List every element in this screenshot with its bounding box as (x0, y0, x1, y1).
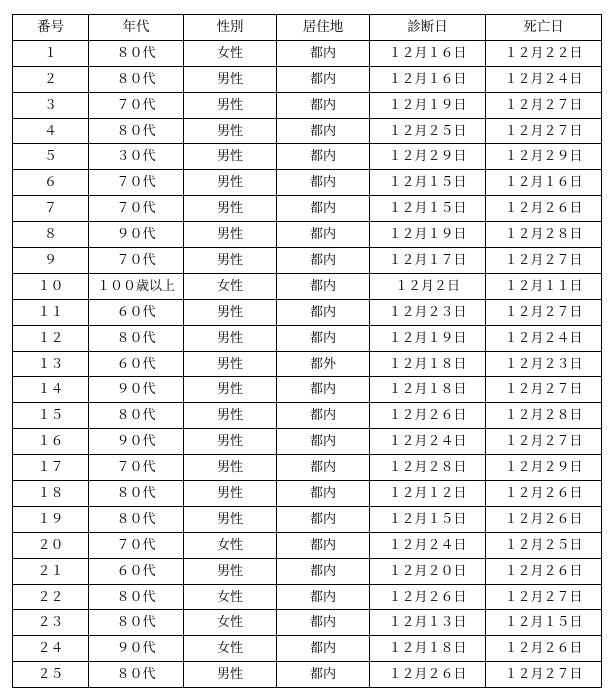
cell-age-group: ６０代 (89, 558, 184, 584)
table-row (13, 506, 602, 532)
cell-death-date: １２月２７日 (486, 118, 602, 144)
cell-residence: 都内 (277, 325, 370, 351)
cell-age-group: ９０代 (89, 429, 184, 455)
cell-sex: 男性 (184, 506, 277, 532)
cell-death-date: １２月２７日 (486, 92, 602, 118)
cell-age-group: ７０代 (89, 92, 184, 118)
cell-sex: 男性 (184, 377, 277, 403)
cell-death-date: １２月１５日 (486, 610, 602, 636)
cell-sex: 男性 (184, 325, 277, 351)
header-residence: 居住地 (277, 15, 370, 41)
cell-death-date: １２月２６日 (486, 558, 602, 584)
table-row (13, 40, 602, 66)
cell-age-group: ８０代 (89, 118, 184, 144)
cell-residence: 都内 (277, 40, 370, 66)
cell-diagnosis-date: １２月１２日 (370, 481, 486, 507)
cell-diagnosis-date: １２月２５日 (370, 118, 486, 144)
cell-death-date: １２月２７日 (486, 662, 602, 688)
cell-sex: 女性 (184, 584, 277, 610)
cell-diagnosis-date: １２月２８日 (370, 455, 486, 481)
cell-sex: 男性 (184, 429, 277, 455)
cell-diagnosis-date: １２月１８日 (370, 351, 486, 377)
table-row (13, 222, 602, 248)
cell-residence: 都内 (277, 299, 370, 325)
cell-age-group: ３０代 (89, 144, 184, 170)
table-row (13, 325, 602, 351)
cell-death-date: １２月２７日 (486, 584, 602, 610)
cell-age-group: ８０代 (89, 610, 184, 636)
cell-residence: 都内 (277, 377, 370, 403)
header-row (13, 15, 602, 41)
cell-number: ２４ (13, 636, 89, 662)
cell-diagnosis-date: １２月２０日 (370, 558, 486, 584)
table-row (13, 636, 602, 662)
cell-diagnosis-date: １２月１６日 (370, 66, 486, 92)
cell-diagnosis-date: １２月１９日 (370, 92, 486, 118)
cell-age-group: ７０代 (89, 455, 184, 481)
cell-sex: 女性 (184, 636, 277, 662)
cell-residence: 都内 (277, 144, 370, 170)
cell-death-date: １２月１６日 (486, 170, 602, 196)
cell-age-group: ９０代 (89, 377, 184, 403)
cell-number: ２５ (13, 662, 89, 688)
cell-death-date: １２月２５日 (486, 532, 602, 558)
table-row (13, 532, 602, 558)
table-row (13, 196, 602, 222)
table-row (13, 377, 602, 403)
cell-sex: 男性 (184, 66, 277, 92)
cell-residence: 都内 (277, 532, 370, 558)
table-row (13, 273, 602, 299)
cell-age-group: ７０代 (89, 248, 184, 274)
cell-residence: 都内 (277, 506, 370, 532)
cell-diagnosis-date: １２月２日 (370, 273, 486, 299)
cell-sex: 女性 (184, 610, 277, 636)
cell-residence: 都内 (277, 403, 370, 429)
cell-number: ８ (13, 222, 89, 248)
cell-number: ２１ (13, 558, 89, 584)
cell-number: １３ (13, 351, 89, 377)
cell-diagnosis-date: １２月１９日 (370, 325, 486, 351)
cell-number: １ (13, 40, 89, 66)
table-row (13, 481, 602, 507)
cell-death-date: １２月２９日 (486, 455, 602, 481)
cell-age-group: １００歳以上 (89, 273, 184, 299)
cell-sex: 男性 (184, 455, 277, 481)
cell-residence: 都内 (277, 273, 370, 299)
cell-diagnosis-date: １２月２６日 (370, 403, 486, 429)
cell-sex: 男性 (184, 299, 277, 325)
cell-diagnosis-date: １２月２４日 (370, 429, 486, 455)
cell-sex: 男性 (184, 403, 277, 429)
cell-age-group: ６０代 (89, 299, 184, 325)
cell-number: １７ (13, 455, 89, 481)
cell-diagnosis-date: １２月１５日 (370, 170, 486, 196)
cell-number: ２２ (13, 584, 89, 610)
header-number: 番号 (13, 15, 89, 41)
cell-sex: 男性 (184, 196, 277, 222)
cell-residence: 都内 (277, 196, 370, 222)
cell-sex: 男性 (184, 248, 277, 274)
cell-age-group: ８０代 (89, 506, 184, 532)
cell-residence: 都外 (277, 351, 370, 377)
header-age-group: 年代 (89, 15, 184, 41)
cell-number: ５ (13, 144, 89, 170)
cell-sex: 男性 (184, 170, 277, 196)
cell-diagnosis-date: １２月１３日 (370, 610, 486, 636)
cell-death-date: １２月２７日 (486, 248, 602, 274)
table-header (13, 15, 602, 41)
cell-residence: 都内 (277, 170, 370, 196)
table-row (13, 403, 602, 429)
table-row (13, 170, 602, 196)
cell-death-date: １２月２６日 (486, 636, 602, 662)
cell-death-date: １２月２９日 (486, 144, 602, 170)
cell-sex: 女性 (184, 532, 277, 558)
table-row (13, 455, 602, 481)
cell-residence: 都内 (277, 429, 370, 455)
cell-sex: 男性 (184, 662, 277, 688)
cell-death-date: １２月２７日 (486, 299, 602, 325)
cell-diagnosis-date: １２月２３日 (370, 299, 486, 325)
table-row (13, 351, 602, 377)
cell-residence: 都内 (277, 662, 370, 688)
cell-number: １２ (13, 325, 89, 351)
cell-residence: 都内 (277, 248, 370, 274)
cell-residence: 都内 (277, 92, 370, 118)
cell-death-date: １２月２３日 (486, 351, 602, 377)
cell-number: １８ (13, 481, 89, 507)
cell-age-group: ８０代 (89, 66, 184, 92)
header-sex: 性別 (184, 15, 277, 41)
cell-diagnosis-date: １２月２６日 (370, 584, 486, 610)
table-row (13, 144, 602, 170)
cell-death-date: １２月２２日 (486, 40, 602, 66)
cell-age-group: ９０代 (89, 636, 184, 662)
cell-residence: 都内 (277, 636, 370, 662)
cell-diagnosis-date: １２月１５日 (370, 196, 486, 222)
table-row (13, 584, 602, 610)
header-diagnosis-date: 診断日 (370, 15, 486, 41)
cell-age-group: ７０代 (89, 196, 184, 222)
cell-number: １１ (13, 299, 89, 325)
cell-number: ３ (13, 92, 89, 118)
table-container (12, 14, 602, 688)
cell-age-group: ８０代 (89, 325, 184, 351)
cell-number: ４ (13, 118, 89, 144)
cell-death-date: １２月２４日 (486, 66, 602, 92)
cell-age-group: ６０代 (89, 351, 184, 377)
cell-diagnosis-date: １２月１８日 (370, 636, 486, 662)
cell-sex: 男性 (184, 481, 277, 507)
table-body (13, 40, 602, 687)
cell-death-date: １２月１１日 (486, 273, 602, 299)
cell-sex: 男性 (184, 144, 277, 170)
cell-death-date: １２月２６日 (486, 481, 602, 507)
cell-number: １６ (13, 429, 89, 455)
cell-sex: 女性 (184, 40, 277, 66)
cell-residence: 都内 (277, 481, 370, 507)
cell-age-group: ８０代 (89, 584, 184, 610)
cell-sex: 女性 (184, 273, 277, 299)
table-row (13, 248, 602, 274)
table-row (13, 92, 602, 118)
table-row (13, 662, 602, 688)
cell-residence: 都内 (277, 222, 370, 248)
cell-number: ６ (13, 170, 89, 196)
cell-diagnosis-date: １２月２９日 (370, 144, 486, 170)
cell-diagnosis-date: １２月２６日 (370, 662, 486, 688)
table-row (13, 66, 602, 92)
cell-age-group: ８０代 (89, 40, 184, 66)
cell-number: １５ (13, 403, 89, 429)
cell-death-date: １２月２４日 (486, 325, 602, 351)
cell-death-date: １２月２６日 (486, 196, 602, 222)
cell-number: ７ (13, 196, 89, 222)
cell-number: ２３ (13, 610, 89, 636)
cell-age-group: ８０代 (89, 481, 184, 507)
cell-residence: 都内 (277, 66, 370, 92)
cell-sex: 男性 (184, 351, 277, 377)
cell-death-date: １２月２６日 (486, 506, 602, 532)
cell-residence: 都内 (277, 118, 370, 144)
table-row (13, 299, 602, 325)
cell-number: ２０ (13, 532, 89, 558)
cell-diagnosis-date: １２月１５日 (370, 506, 486, 532)
cell-diagnosis-date: １２月２４日 (370, 532, 486, 558)
cell-diagnosis-date: １２月１９日 (370, 222, 486, 248)
table-row (13, 558, 602, 584)
cell-sex: 男性 (184, 222, 277, 248)
cell-death-date: １２月２８日 (486, 403, 602, 429)
cell-residence: 都内 (277, 610, 370, 636)
cell-diagnosis-date: １２月１６日 (370, 40, 486, 66)
cell-death-date: １２月２７日 (486, 377, 602, 403)
cell-sex: 男性 (184, 558, 277, 584)
cell-number: １９ (13, 506, 89, 532)
cell-age-group: ９０代 (89, 222, 184, 248)
cell-death-date: １２月２８日 (486, 222, 602, 248)
cell-diagnosis-date: １２月１７日 (370, 248, 486, 274)
cases-table (12, 14, 602, 688)
cell-age-group: ８０代 (89, 403, 184, 429)
table-row (13, 429, 602, 455)
cell-age-group: ７０代 (89, 532, 184, 558)
cell-sex: 男性 (184, 92, 277, 118)
table-row (13, 610, 602, 636)
cell-age-group: ７０代 (89, 170, 184, 196)
cell-residence: 都内 (277, 558, 370, 584)
cell-residence: 都内 (277, 584, 370, 610)
cell-number: ２ (13, 66, 89, 92)
table-row (13, 118, 602, 144)
cell-death-date: １２月２７日 (486, 429, 602, 455)
cell-diagnosis-date: １２月１８日 (370, 377, 486, 403)
cell-age-group: ８０代 (89, 662, 184, 688)
cell-sex: 男性 (184, 118, 277, 144)
cell-number: ９ (13, 248, 89, 274)
cell-number: １４ (13, 377, 89, 403)
cell-residence: 都内 (277, 455, 370, 481)
cell-number: １０ (13, 273, 89, 299)
header-death-date: 死亡日 (486, 15, 602, 41)
